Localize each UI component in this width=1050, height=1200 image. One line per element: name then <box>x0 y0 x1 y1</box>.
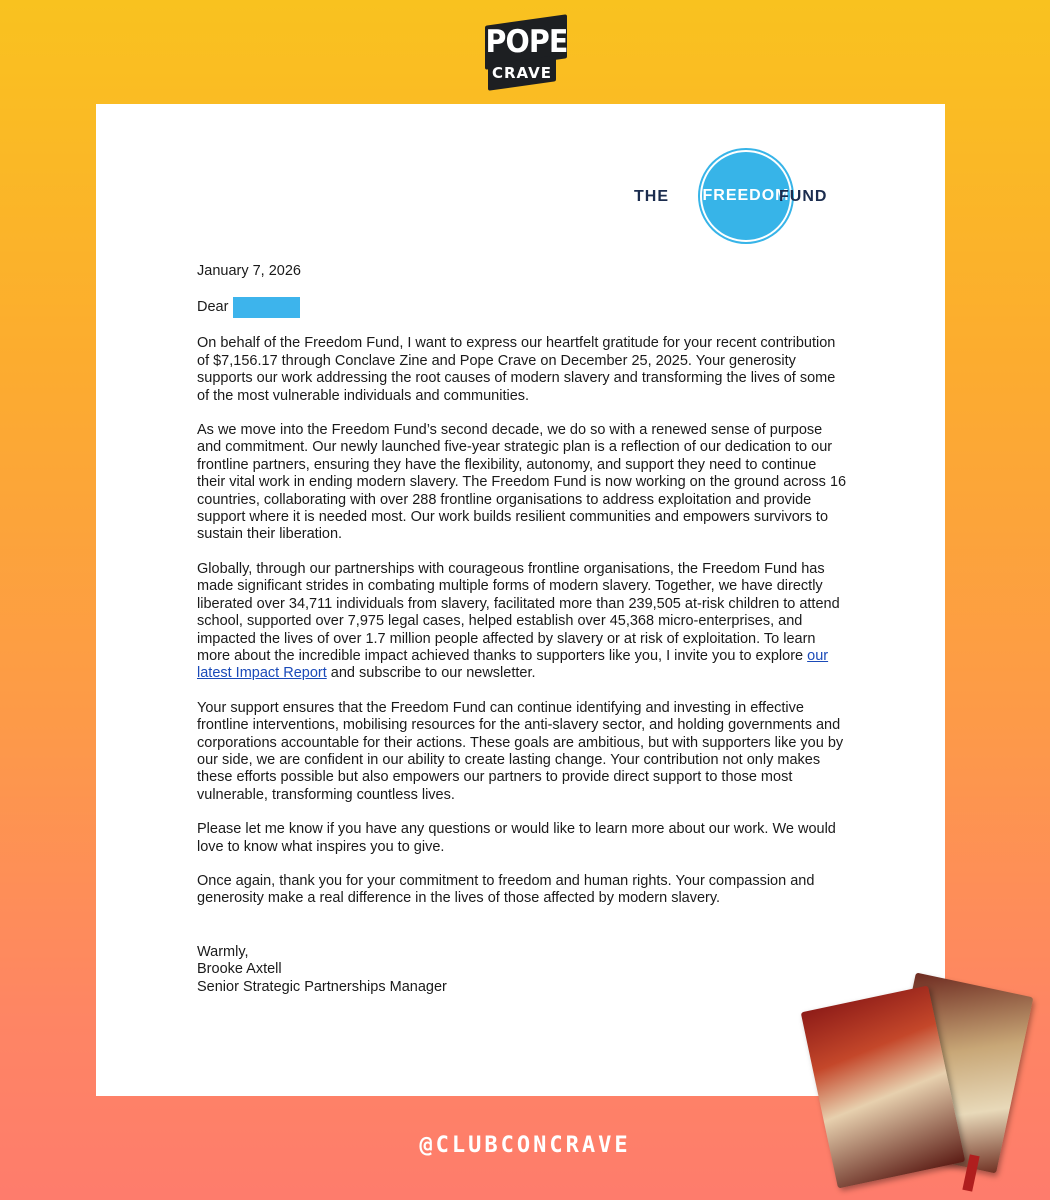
pope-crave-logo-word-bottom: CRAVE <box>491 64 552 83</box>
pope-crave-logo-word-top: POPE <box>485 23 567 60</box>
social-handle: @CLUBCONCRAVE <box>419 1133 631 1158</box>
letter-body <box>197 263 847 996</box>
letter-paper <box>96 104 945 1096</box>
signer-title: Senior Strategic Partnerships Manager <box>197 978 447 995</box>
freedom-fund-logo-freedom: FREEDOM <box>702 187 790 204</box>
paragraph-3-tail: and subscribe to our newsletter. <box>326 665 536 682</box>
signer-name: Brooke Axtell <box>197 961 282 978</box>
paragraph-6: Once again, thank you for your commitment to freedom and human rights. Your compassion and generosity make a real difference in the lives of those affected by modern slavery. <box>197 872 815 907</box>
paragraph-3 <box>197 561 847 683</box>
freedom-fund-logo <box>634 150 828 242</box>
paragraph-2: As we move into the Freedom Fund’s second decade, we do so with a renewed sense of purpose and commitment. Our newly launched five-year strategic plan is a reflection of our dedication to our frontline partners, ensuring they have the flexibility, autonomy, and support they need to continue their vital work in ending modern slavery. The Freedom Fund is now working on the ground across 16 countries, collaborating with over 288 frontline organisations to address exploitation and provide support where it is needed most. Our work builds resilient communities and empowers survivors to sustain their liberation. <box>197 422 847 543</box>
pope-crave-logo <box>485 20 567 88</box>
conclave-zine-books-image <box>806 975 1026 1200</box>
paragraph-3-text: Globally, through our partnerships with courageous frontline organisations, the Freedom Fund has made significant strides in combating multiple forms of modern slavery. Together, we have directly liberated over 34,711 individuals from slavery, facilitated more than 239,505 at-risk children to attend school, supported over 7,975 legal cases, helped establish over 45,368 micro-enterprises, and impacted the lives of over 1.7 million people affected by slavery or at risk of exploitation. To learn more about the incredible impact achieved thanks to supporters like you, I invite you to explore <box>197 560 840 664</box>
salutation-line <box>197 297 847 318</box>
impact-report-link[interactable]: our latest Impact Report <box>197 647 829 682</box>
signature-block <box>197 944 847 996</box>
sign-off: Warmly, <box>197 943 249 960</box>
paragraph-4: Your support ensures that the Freedom Fund can continue identifying and investing in effective frontline interventions, mobilising resources for the anti-slavery sector, and holding governments and corporations accountable for their actions. These goals are ambitious, but with supporters like you by our side, we are confident in our ability to create lasting change. Your contribution not only makes these efforts possible but also empowers our partners to provide direct support to those most vulnerable, transforming countless lives. <box>197 699 844 803</box>
salutation: Dear <box>197 299 229 316</box>
paragraph-1: On behalf of the Freedom Fund, I want to express our heartfelt gratitude for your recent contribution of $7,156.17 through Conclave Zine and Pope Crave on December 25, 2025. Your generosity supports our work addressing the root causes of modern slavery and transforming the lives of some of the most vulnerable individuals and communities. <box>197 335 836 404</box>
paragraph-5: Please let me know if you have any questions or would like to learn more about our work. We would love to know what inspires you to give. <box>197 821 836 855</box>
freedom-fund-logo-the: THE <box>634 188 669 205</box>
letter-date: January 7, 2026 <box>197 263 301 279</box>
redacted-name <box>233 297 300 318</box>
freedom-fund-logo-fund: FUND <box>779 188 828 205</box>
